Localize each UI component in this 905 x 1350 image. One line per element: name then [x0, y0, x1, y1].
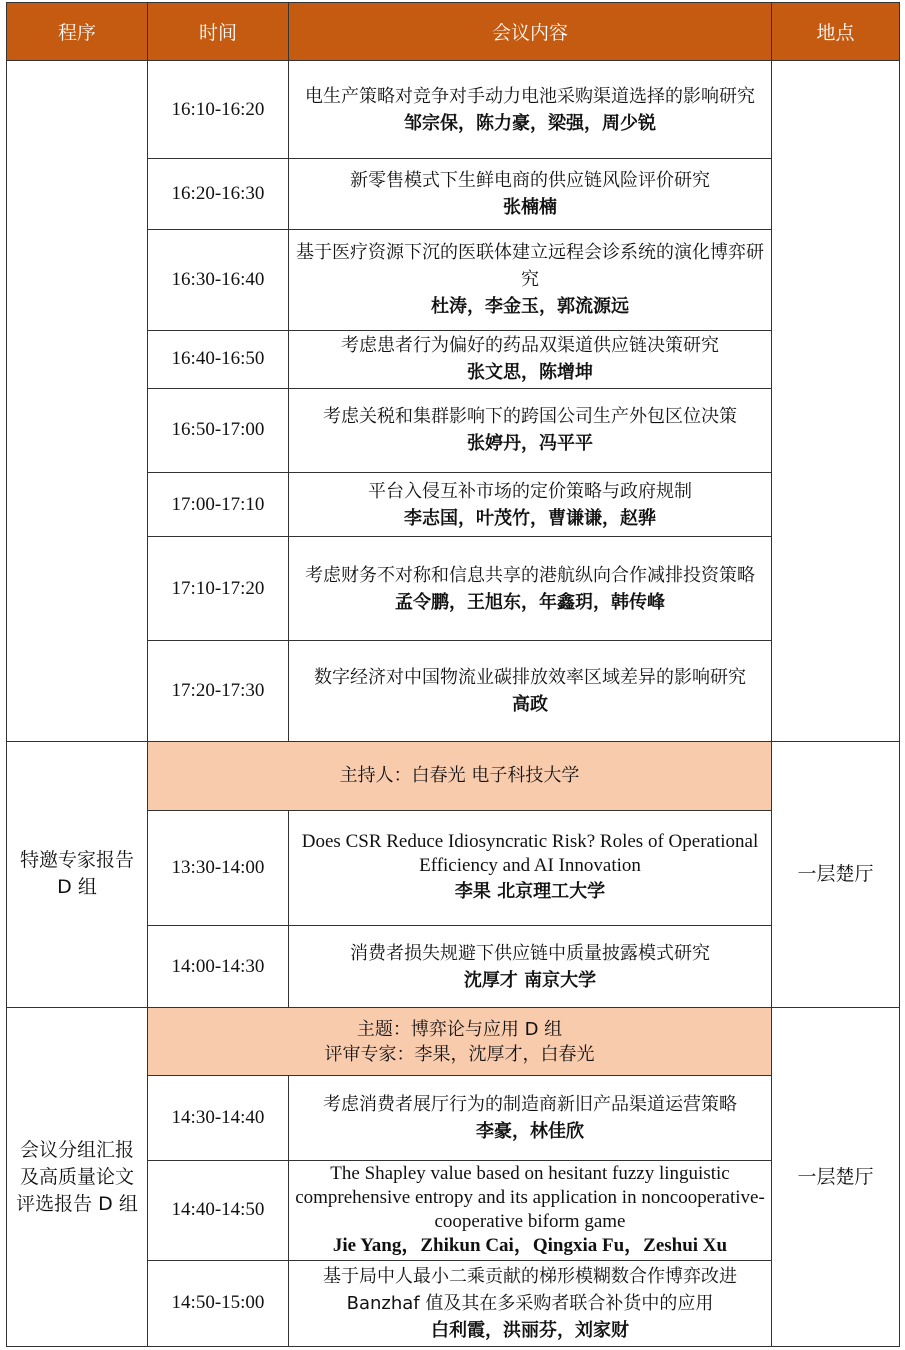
talk-authors: 张文思，陈增坤: [467, 362, 593, 384]
talk-cell: [289, 61, 772, 159]
table-row: [7, 741, 900, 810]
talk-cell: [289, 330, 772, 388]
talk-title: 基于医疗资源下沉的医联体建立远程会诊系统的演化博弈研究: [296, 242, 764, 291]
venue-cell: 一层楚厅: [772, 741, 900, 1008]
venue-cell: 一层楚厅: [772, 1008, 900, 1347]
time-cell: 16:30-16:40: [148, 229, 289, 330]
session-banner: [148, 1008, 772, 1076]
talk-title: 电生产策略对竞争对手动力电池采购渠道选择的影响研究: [305, 85, 755, 107]
talk-authors: 李果 北京理工大学: [454, 881, 606, 903]
talk-authors: 李志国，叶茂竹，曹谦谦，赵骅: [404, 507, 656, 529]
venue-cell-continued: [772, 61, 900, 741]
time-cell: 17:00-17:10: [148, 473, 289, 537]
talk-authors: 沈厚才 南京大学: [463, 969, 597, 991]
reviewers-label: 评审专家：李果，沈厚才，白春光: [324, 1043, 595, 1065]
table-row: [7, 61, 900, 159]
talk-cell: [289, 1076, 772, 1160]
talk-cell: [289, 810, 772, 925]
time-cell: 16:40-16:50: [148, 330, 289, 388]
time-cell: 14:30-14:40: [148, 1076, 289, 1160]
time-cell: 14:40-14:50: [148, 1160, 289, 1260]
talk-cell: [289, 1260, 772, 1346]
header-venue: 地点: [772, 3, 900, 61]
header-content: 会议内容: [289, 3, 772, 61]
talk-authors: 高政: [512, 694, 548, 715]
talk-authors: 李豪，林佳欣: [476, 1120, 584, 1142]
talk-title: 数字经济对中国物流业碳排放效率区域差异的影响研究: [314, 667, 746, 688]
talk-authors: 邹宗保，陈力豪，梁强，周少锐: [404, 112, 656, 134]
talk-cell: [289, 159, 772, 229]
header-row: [7, 3, 900, 61]
talk-title: 新零售模式下生鲜电商的供应链风险评价研究: [350, 169, 710, 191]
session-cell-keynote: 特邀专家报告 D 组: [7, 741, 148, 1008]
talk-title: 考虑关税和集群影响下的跨国公司生产外包区位决策: [323, 406, 737, 428]
talk-authors: 张婷丹，冯平平: [467, 433, 593, 455]
talk-cell: [289, 229, 772, 330]
talk-authors: 杜涛，李金玉，郭流源远: [431, 296, 629, 318]
theme-label: 主题：博弈论与应用 D 组: [356, 1018, 563, 1040]
talk-title: 平台入侵互补市场的定价策略与政府规制: [368, 480, 692, 502]
header-program: 程序: [7, 3, 148, 61]
time-cell: 16:50-17:00: [148, 388, 289, 472]
talk-title: 考虑消费者展厅行为的制造商新旧产品渠道运营策略: [323, 1093, 737, 1115]
talk-cell: [289, 473, 772, 537]
time-cell: 16:10-16:20: [148, 61, 289, 159]
talk-authors: 白利霞，洪丽芬，刘家财: [431, 1319, 629, 1341]
talk-title: 消费者损失规避下供应链中质量披露模式研究: [350, 942, 710, 964]
time-cell: 14:00-14:30: [148, 926, 289, 1008]
talk-authors: 张楠楠: [503, 196, 557, 218]
talk-title: Does CSR Reduce Idiosyncratic Risk? Roles of Operational Efficiency and AI Innovation: [301, 831, 759, 877]
time-cell: 16:20-16:30: [148, 159, 289, 229]
time-cell: 17:20-17:30: [148, 641, 289, 741]
time-cell: 17:10-17:20: [148, 537, 289, 641]
talk-title: 基于局中人最小二乘贡献的梯形模糊数合作博弈改进 Banzhaf 值及其在多采购者联合补货中的应用: [323, 1265, 737, 1314]
session-cell-group: 会议分组汇报及高质量论文评选报告 D 组: [7, 1008, 148, 1347]
host-label: 主持人：白春光 电子科技大学: [339, 765, 580, 787]
time-cell: 14:50-15:00: [148, 1260, 289, 1346]
talk-title: 考虑财务不对称和信息共享的港航纵向合作减排投资策略: [305, 564, 755, 586]
talk-cell: [289, 1160, 772, 1260]
program-cell-continued: [7, 61, 148, 741]
header-time: 时间: [148, 3, 289, 61]
talk-cell: [289, 537, 772, 641]
session-banner: [148, 741, 772, 810]
talk-cell: [289, 641, 772, 741]
time-cell: 13:30-14:00: [148, 810, 289, 925]
schedule-table: [6, 2, 900, 1347]
talk-authors: Jie Yang，Zhikun Cai，Qingxia Fu，Zeshui Xu: [332, 1235, 728, 1257]
talk-title: The Shapley value based on hesitant fuzzy linguistic comprehensive entropy and its application in noncooperative-cooperative biform game: [295, 1163, 765, 1233]
talk-authors: 孟令鹏，王旭东，年鑫玥，韩传峰: [395, 591, 665, 613]
talk-title: 考虑患者行为偏好的药品双渠道供应链决策研究: [341, 335, 719, 357]
talk-cell: [289, 926, 772, 1008]
table-row: [7, 1008, 900, 1076]
talk-cell: [289, 388, 772, 472]
